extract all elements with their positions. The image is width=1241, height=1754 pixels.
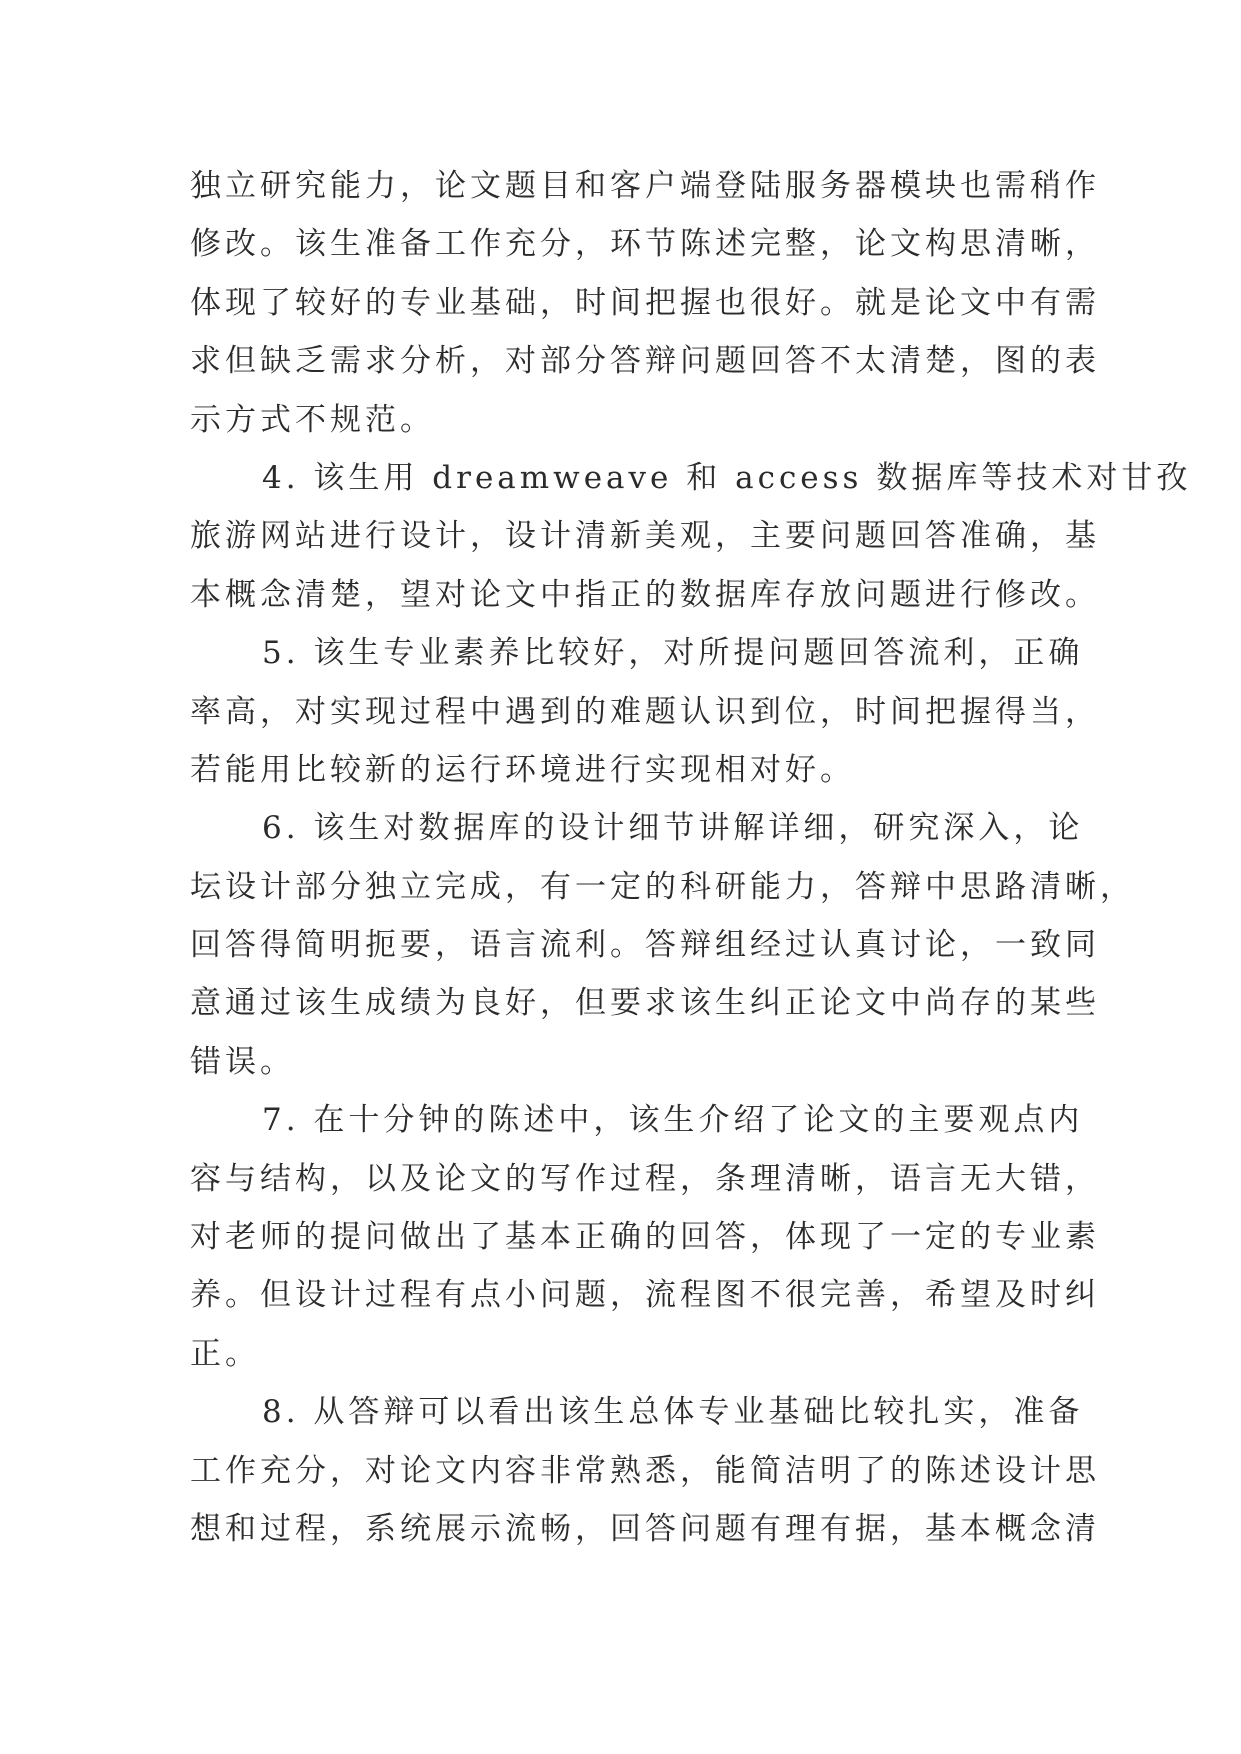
- text-line: 想和过程，系统展示流畅，回答问题有理有据，基本概念清: [190, 1510, 1100, 1547]
- paragraph-8-start: 8. 从答辩可以看出该生总体专业基础比较扎实，准备: [262, 1394, 1084, 1431]
- text-line: 体现了较好的专业基础，时间把握也很好。就是论文中有需: [190, 284, 1100, 321]
- text-line: 养。但设计过程有点小问题，流程图不很完善，希望及时纠: [190, 1277, 1100, 1314]
- paragraph-7-start: 7. 在十分钟的陈述中，该生介绍了论文的主要观点内: [262, 1102, 1084, 1139]
- text-line: 容与结构，以及论文的写作过程，条理清晰，语言无大错，: [190, 1160, 1100, 1197]
- text-line: 若能用比较新的运行环境进行实现相对好。: [190, 751, 855, 788]
- text-line: 对老师的提问做出了基本正确的回答，体现了一定的专业素: [190, 1219, 1100, 1256]
- text-line: 修改。该生准备工作充分，环节陈述完整，论文构思清晰，: [190, 226, 1100, 263]
- text-line: 正。: [190, 1335, 260, 1372]
- paragraph-6-start: 6. 该生对数据库的设计细节讲解详细，研究深入，论: [262, 810, 1084, 847]
- text-line: 旅游网站进行设计，设计清新美观，主要问题回答准确，基: [190, 518, 1100, 555]
- text-line: 意通过该生成绩为良好，但要求该生纠正论文中尚存的某些: [190, 985, 1100, 1022]
- text-line: 独立研究能力，论文题目和客户端登陆服务器模块也需稍作: [190, 168, 1100, 204]
- paragraph-5-start: 5. 该生专业素养比较好，对所提问题回答流利，正确: [262, 635, 1084, 672]
- text-line: 求但缺乏需求分析，对部分答辩问题回答不太清楚，图的表: [190, 343, 1100, 380]
- paragraph-4-start: 4. 该生用 dreamweave 和 access 数据库等技术对甘孜: [262, 459, 1192, 496]
- text-line: 率高，对实现过程中遇到的难题认识到位，时间把握得当，: [190, 693, 1100, 730]
- text-line: 错误。: [190, 1043, 295, 1080]
- text-line: 坛设计部分独立完成，有一定的科研能力，答辩中思路清晰，: [190, 868, 1135, 905]
- document-body: [190, 157, 1192, 1558]
- text-line: 示方式不规范。: [190, 401, 435, 438]
- text-line: 本概念清楚，望对论文中指正的数据库存放问题进行修改。: [190, 576, 1100, 613]
- text-line: 回答得简明扼要，语言流利。答辩组经过认真讨论，一致同: [190, 927, 1100, 964]
- text-line: 工作充分，对论文内容非常熟悉，能简洁明了的陈述设计思: [190, 1452, 1100, 1489]
